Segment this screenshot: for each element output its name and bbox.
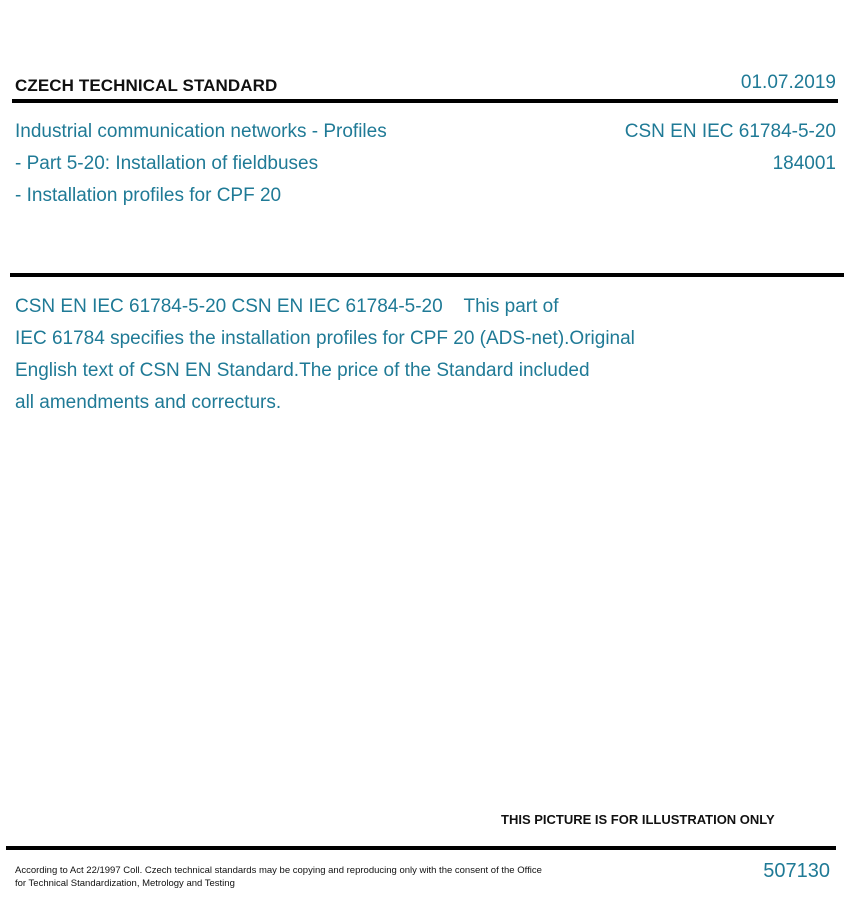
description-line: English text of CSN EN Standard.The price of the Standard included <box>15 360 590 381</box>
header-divider <box>12 99 838 103</box>
standard-title-line: - Installation profiles for CPF 20 <box>15 185 282 206</box>
document-number: 507130 <box>763 860 830 882</box>
illustration-disclaimer: THIS PICTURE IS FOR ILLUSTRATION ONLY <box>501 812 775 827</box>
legal-notice-line: for Technical Standardization, Metrology and Testing <box>15 878 235 889</box>
section-divider <box>10 273 844 277</box>
description-line: all amendments and correcturs. <box>15 392 282 413</box>
publication-date: 01.07.2019 <box>740 72 836 93</box>
document-category-title: CZECH TECHNICAL STANDARD <box>15 76 278 95</box>
standard-title-line: - Part 5-20: Installation of fieldbuses <box>15 153 319 174</box>
standard-description <box>15 291 775 419</box>
legal-notice-line: According to Act 22/1997 Coll. Czech technical standards may be copying and reproducing only with the consent of the Office <box>15 865 542 876</box>
footer-divider <box>6 846 836 850</box>
description-line: CSN EN IEC 61784-5-20 CSN EN IEC 61784-5-20 This part of <box>15 296 559 317</box>
standard-code: CSN EN IEC 61784-5-20 <box>624 121 836 142</box>
standard-title <box>15 116 387 212</box>
legal-notice <box>15 864 615 890</box>
standard-class-number: 184001 <box>772 153 836 174</box>
standard-title-line: Industrial communication networks - Profiles <box>15 121 387 142</box>
standard-identifiers <box>625 116 836 180</box>
description-line: IEC 61784 specifies the installation profiles for CPF 20 (ADS-net).Original <box>15 328 635 349</box>
